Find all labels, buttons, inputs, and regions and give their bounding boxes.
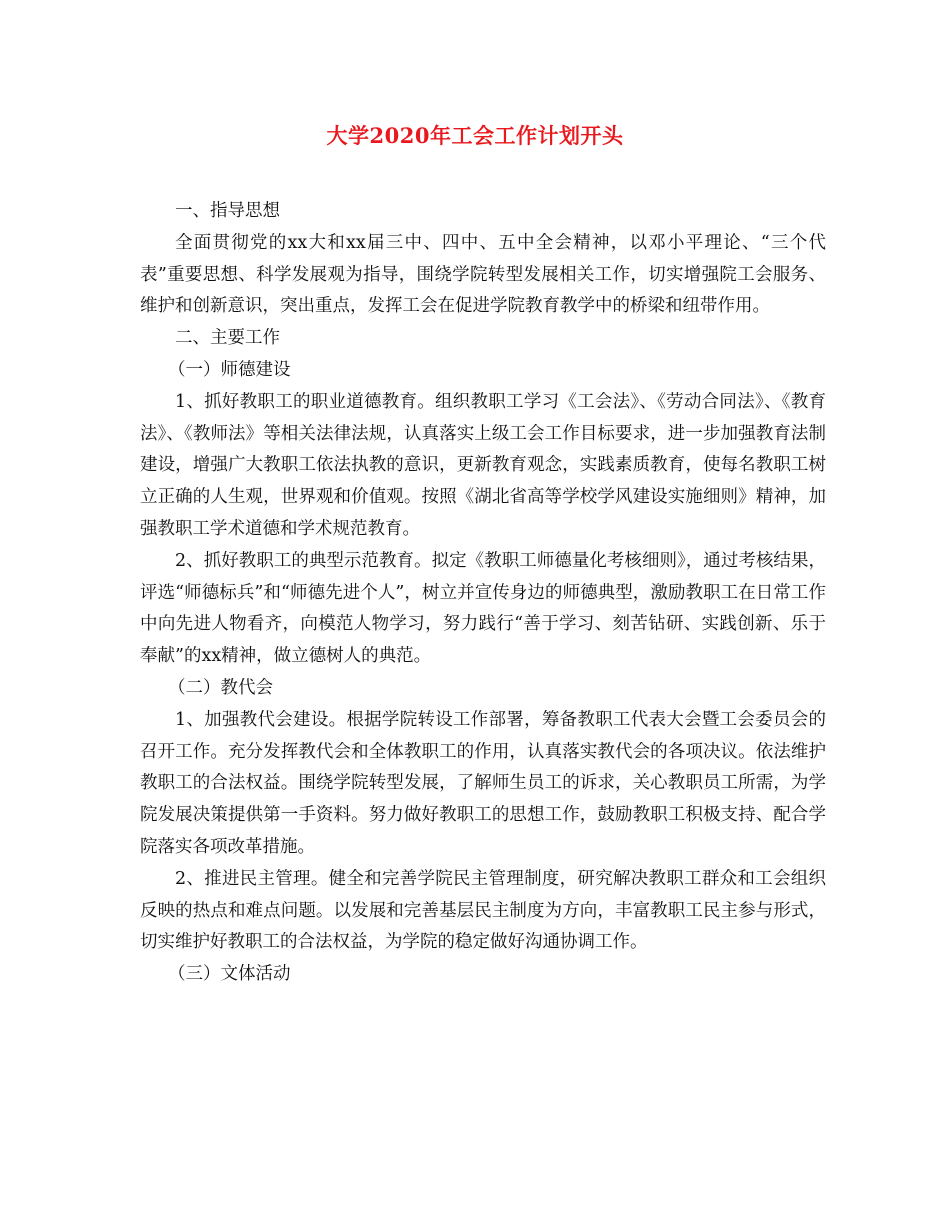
subsection-heading: （一）师德建设 — [168, 359, 291, 380]
paragraph: 1、加强教代会建设。根据学院转设工作部署，筹备教职工代表大会暨工会委员会的召开工作。充分发挥教代会和全体教职工的作用，认真落实教代会的各项决议。依法维护教职工的合法权益。围绕学院转型发展，了解师生员工的诉求，关心教职员工所需，为学院发展决策提供第一手资料。努力做好教职工的思想工作，鼓励教职工积极支持、配合学院落实各项改革措施。 — [140, 709, 826, 857]
document-body — [140, 196, 826, 991]
section-heading: 二、主要工作 — [175, 328, 280, 349]
paragraph: 全面贯彻党的xx大和xx届三中、四中、五中全会精神，以邓小平理论、“三个代表”重要思想、科学发展观为指导，围绕学院转型发展相关工作，切实增强院工会服务、维护和创新意识，突出重点，发挥工会在促进学院教育教学中的桥梁和纽带作用。 — [140, 232, 826, 317]
section-heading: 一、指导思想 — [175, 201, 280, 221]
paragraph: 2、抓好教职工的典型示范教育。拟定《教职工师德量化考核细则》，通过考核结果，评选“师德标兵”和“师德先进个人”，树立并宣传身边的师德典型，激励教职工在日常工作中向先进人物看齐，向模范人物学习，努力践行“善于学习、刻苦钻研、实践创新、乐于奉献”的xx精神，做立德树人的典范。 — [140, 550, 826, 667]
subsection-heading: （二）教代会 — [168, 677, 273, 698]
paragraph: 1、抓好教职工的职业道德教育。组织教职工学习《工会法》、《劳动合同法》、《教育法》、《教师法》等相关法律法规，认真落实上级工会工作目标要求，进一步加强教育法制建设，增强广大教职工依法执教的意识，更新教育观念，实践素质教育，使每名教职工树立正确的人生观，世界观和价值观。按照《湖北省高等学校学风建设实施细则》精神，加强教职工学术道德和学术规范教育。 — [140, 391, 826, 539]
document-title: 大学2020年工会工作计划开头 — [326, 123, 624, 148]
subsection-heading: （三）文体活动 — [168, 964, 291, 985]
paragraph: 2、推进民主管理。健全和完善学院民主管理制度，研究解决教职工群众和工会组织反映的热点和难点问题。以发展和完善基层民主制度为方向，丰富教职工民主参与形式，切实维护好教职工的合法权益，为学院的稳定做好沟通协调工作。 — [140, 868, 826, 953]
